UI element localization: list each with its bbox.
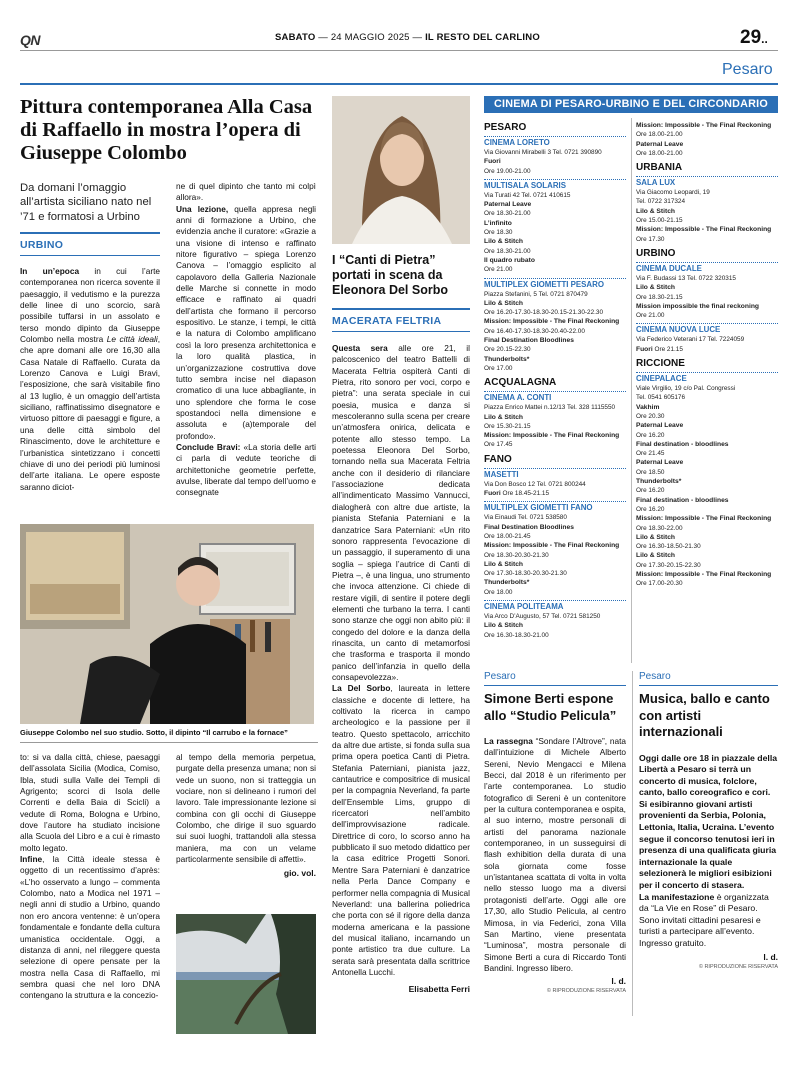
showtime-line [636,403,778,412]
box-paragraph: La manifestazione è organizzata da “La Vie en Rose” di Pesaro. Sono invitati cittadini pesaresi e turisti a partecipare all’evento. Ingresso gratuito. [639,891,769,948]
cinema-address: Viale Virgilio, 19 c/o Pal. Congressi [636,385,736,393]
showtime-line [636,345,778,354]
middle-paragraph: La Del Sorbo, laureata in lettere classiche e docente di lettere, ha coltivato la ricerca in campo archeologico e la passione per il teatro. Questo spettacolo, arricchito da altre due artiste, si fonda sulla sua prima opera poetica Canti di Pietra. Stefania Paterniani, pianista jazz, cantautrice e compositrice di musical per la compagnia Neverland, fa parte dell’Ensemble Lims, gruppo di ricercatori nell’ambito dell’improvvisazione radicale. Direttrice di coro, lo scorso anno ha pubblicato il suo metodo didattico per la casa editrice Progetti Sonori. Mentre Sara Paterniani è danzatrice nella Perla Dance Company e performer nella compagnia di Musical Neverland: una ballerina poliedrica che porta con sé il rigore della danza moderna americana e la passione del musical italiano, incarnando un ponte artistico tra due culture. La serata sarà presentata dalla scrittrice Antonella Lucchi. [332,683,470,977]
music-event-box [639,671,778,970]
film-title: L’infinito [484,219,512,227]
film-title: Paternal Leave [636,459,684,467]
showtimes: Ore 21.15 [652,345,683,353]
cinema-details [636,384,778,589]
film-title: Fuori [636,345,653,353]
showtimes: Ore 17.00-20.30 [636,580,683,588]
showtimes: Ore 18.30-20.30-21.30 [484,551,549,559]
cinema-address: Piazza Enrico Mattei n.12/13 Tel. 328 1115550 [484,404,616,412]
film-title: Lilo & Stitch [636,533,676,541]
middle-kicker-block [332,308,470,332]
showtimes: Ore 18.30-21.00 [484,247,531,255]
showtime-line [636,311,778,320]
cinema-details [636,335,778,354]
folio-date: 24 MAGGIO 2025 [330,32,410,43]
film-title: Fuori [484,158,501,166]
showtimes: Ore 18.30 [484,229,513,237]
showtimes: Ore 21.00 [636,312,665,320]
cinema-city-heading: PESARO [484,122,527,133]
showtime-line [484,256,626,265]
film-title: Vakhim [636,403,660,411]
film-title: Fuori [484,490,501,498]
showtimes: Ore 18.30-22.00 [636,524,683,532]
section-title: Pesaro [722,61,773,78]
showtime-line [484,541,626,560]
middle-signature: Elisabetta Ferri [408,984,470,995]
cinema-address: Via Don Bosco 12 Tel. 0721 800244 [484,480,586,488]
showtime-line [484,265,626,274]
showtime-line [484,308,626,317]
cinema-name: CINEMA A. CONTI [484,393,552,403]
showtimes: Ore 17.30-20.15-22.30 [636,561,701,569]
folio-dash-2: — [412,32,423,43]
showtime-line [484,355,626,364]
box-rule [484,685,626,686]
showtime-line [636,496,778,505]
cinema-listing [636,176,778,244]
cinema-listing [636,121,778,158]
showtime-line [636,225,778,244]
showtimes: Ore 18.50 [636,468,665,476]
showtime-line [484,209,626,218]
showtime-line [636,431,778,440]
cinema-listing [636,262,778,320]
showtimes: Ore 16.30-18.30-21.00 [484,631,549,639]
showtime-line [636,283,778,292]
cinema-listings-title: CINEMA DI PESARO-URBINO E DEL CIRCONDARIO [484,96,778,113]
showtime-line [484,523,626,532]
showtimes: Ore 15.00-21.15 [636,217,683,225]
showtimes: Ore 17.45 [484,441,513,449]
showtime-line [484,621,626,630]
main-paragraph: Una lezione, quella appresa negli anni di formazione a Urbino, che evidenzia anche il curatore: «Grazie a una visione di intenso e raffinato nitore figurativo – spiega Lorenzo Canova – l’omaggio esplicito al capolavoro della Galleria Nazionale delle Marche si connette in modo efficace e raffinato ai quadri dell’artista che formano il percorso espositivo. Le stanze, i tempi, le città e la natura di Colombo amplificano così la loro presenza architettonica e la loro qualità plastica, in un’organizzazione costruttiva dove tutto sembra incise nel diapason cromatico di una luce abbagliante, in uno splendore che forma le cose spostandoci nella dimensione e assoluta e (a)temporale del profondo». [176,203,316,441]
cinema-name: CINEMA LORETO [484,138,550,147]
copyright-notice: © RIPRODUZIONE RISERVATA [698,963,778,970]
showtimes: Ore 16.20 [636,505,665,513]
box-headline: Simone Berti espone allo “Studio Pelicula” [484,691,617,723]
showtime-line [484,157,626,166]
author-portrait-photo [332,96,470,244]
showtime-line [636,570,778,589]
showtime-line [636,505,778,514]
cinema-column-divider [631,118,632,663]
cinema-address: Piazza Stefanini, 5 Tel. 0721 870479 [484,290,588,298]
showtime-line [484,219,626,228]
box-divider [632,671,633,1016]
film-title: Final Destination Bloodlines [484,523,574,531]
cinema-name: CINEMA NUOVA LUCE [636,325,721,335]
showtime-line [484,247,626,256]
showtime-line [484,364,626,373]
showtimes: Ore 18.00-21.00 [636,149,683,157]
box-headline: Musica, ballo e canto con artisti internazionali [639,691,770,739]
film-title: Mission: Impossible - The Final Reckoning [636,515,772,523]
showtime-line [484,560,626,569]
main-kicker: URBINO [20,238,64,251]
showtime-line [484,631,626,640]
cinema-address: Tel. 0722 317324 [636,198,686,206]
cinema-listing [484,501,626,597]
showtime-line [636,149,778,158]
cinema-details [636,121,778,158]
cinema-details [484,480,626,499]
film-title: Lilo & Stitch [484,622,524,630]
showtime-line [484,336,626,345]
showtime-line [484,431,626,450]
showtimes: Ore 16.20-17.30-18.30-20.15-21.30-22.30 [484,309,604,317]
cinema-name: SALA LUX [636,178,676,188]
header-rule [20,50,778,51]
section-rule [20,83,778,85]
box-rule [639,685,778,686]
cinema-details [484,148,626,176]
copyright-notice: © RIPRODUZIONE RISERVATA [546,988,626,995]
main-column-2 [176,181,316,499]
film-title: Lilo & Stitch [484,560,524,568]
showtime-line [484,237,626,246]
showtime-line [636,412,778,421]
simone-berti-box [484,671,626,994]
main-signature: gio. vol. [283,868,316,879]
cinema-details [484,290,626,374]
film-title: Paternal Leave [484,201,532,209]
showtime-line [636,486,778,495]
cinema-listing [636,323,778,354]
showtime-line [484,588,626,597]
artist-studio-photo [20,524,314,724]
main-paragraph: Conclude Bravi: «La storia delle arti ci parla di vedute teoriche di architettoniche geometrie perfette, avulse, liberate dal tempo dell’uomo e consegnate [176,441,316,498]
showtime-line [484,489,626,498]
middle-kicker: MACERATA FELTRIA [332,314,442,327]
cinema-column-left [484,118,626,640]
film-title: Lilo & Stitch [484,299,524,307]
showtime-line [636,551,778,560]
showtimes: Ore 18.30-21.00 [484,210,531,218]
cinema-address: Via Federico Veterani 17 Tel. 7224059 [636,336,745,344]
film-title: Mission: Impossible - The Final Reckoning [636,226,772,234]
showtime-line [636,477,778,486]
box-signature: l. d. [763,951,778,962]
showtime-line [636,449,778,458]
showtime-line [636,140,778,149]
box-signature: l. d. [611,976,626,987]
folio-dash: — [318,32,328,43]
middle-headline: I “Canti di Pietra” portati in scena da Eleonora Del Sorbo [332,253,448,297]
showtimes: Ore 21.00 [484,266,513,274]
showtime-line [484,299,626,308]
main-paragraph: al tempo della memoria perpetua, purgate della presenza umana; non si vede un suono, non si tratteggia un vociare, non si delineano i rumori del lavoro. Tale impressionante lezione si combina con gli occhi di Giuseppe Colombo, che dirige il suo sguardo sui suoi luoghi, trattandoli alla stessa maniera, ma con un velame particolarmente sensibile di affetti». [176,752,316,865]
cinema-address: Via Einaudi Tel. 0721 538580 [484,514,567,522]
cinema-listing [484,278,626,374]
box-section-label: Pesaro [484,671,516,682]
showtime-line [484,532,626,541]
cinema-address: Tel. 0541 605176 [636,394,686,402]
showtimes: Ore 19.00-21.00 [484,167,531,175]
showtimes: Ore 20.15-22.30 [484,346,531,354]
film-title: Paternal Leave [636,422,684,430]
showtime-line [484,167,626,176]
newspaper-logo: QN [20,32,40,48]
main-headline: Pittura contemporanea Alla Casa di Raffaello in mostra l’opera di Giuseppe Colombo [20,96,313,164]
showtime-line [636,533,778,542]
cinema-name: MASETTI [484,469,519,479]
middle-column [332,343,470,994]
painting-illustration [176,914,316,1034]
film-title: Final destination - bloodlines [636,496,729,504]
kicker-rule [332,308,470,310]
caption-rule [20,742,318,743]
cinema-city-heading: ACQUALAGNA [484,377,557,389]
cinema-city-heading: FANO [484,453,512,465]
main-paragraph: ne di quel dipinto che tanto mi colpì allora». [176,181,316,203]
folio-day: SABATO [275,32,316,43]
showtimes: Ore 16.40-17.30-18.30-20.40-22.00 [484,327,585,335]
film-title: Mission: Impossible - The Final Reckoning [636,122,772,129]
middle-paragraph: Questa sera alle ore 21, il palcoscenico del teatro Battelli di Macerata Feltria ospiterà Canti di Pietra, rito sonoro per voci, corpo e pietra”: una serata speciale in cui poesia, musica e danza si mescoleranno sulla scena per creare un’atmosfera onirica, delicata e potente allo stesso tempo. La poetessa Eleonora Del Sorbo, tornando nella sua Macerata Feltria anche con il desiderio di rilanciare l’associazione dedicata all’indimenticato Massimo Vannucci, dialogherà con altre due artiste, la pianista Stefania Paterniani e la danzatrice Sara Paterniani: «Un rito sonoro rappresenta l’evocazione di un passaggio, il superamento di una soglia – spiega l’autrice di Canti di Pietra –, è una lingua, uno strumento che invoca attenzione. Ci chiede di restare vigili, di sentire il potere degli elementi che turbano la terra. I canti sono stanze che oggi non abito più: il congedo del dolore e la danza della rinascita, un canto di metamorfosi che trasforma e trasporta il mondo panico dell’infanzia in quello della consapevolezza». [332,343,470,682]
film-title: Mission impossible the final reckoning [636,302,759,310]
showtime-line [484,345,626,354]
main-kicker-block [20,232,160,256]
cinema-name: MULTIPLEX GIOMETTI FANO [484,503,593,513]
showtime-line [636,561,778,570]
cinema-address: Via Turati 42 Tel. 0721 410615 [484,191,571,199]
showtime-line [484,413,626,422]
cinema-listing [484,136,626,176]
film-title: Mission: Impossible - The Final Reckoning [484,432,620,440]
kicker-rule-bottom [20,255,160,256]
showtimes: Ore 17.30 [636,235,665,243]
artist-photo-illustration [20,524,314,724]
showtime-line [636,293,778,302]
cinema-name: CINEMA DUCALE [636,263,702,273]
main-column-4 [176,752,316,878]
showtime-line [636,514,778,533]
showtime-line [636,458,778,467]
film-title: Mission: Impossible - The Final Reckoning [484,318,620,326]
showtime-line [636,216,778,225]
showtime-line [484,578,626,587]
showtimes: Ore 18.00-21.45 [484,532,531,540]
film-title: Thunderbolts* [484,579,530,587]
cinema-details [636,274,778,320]
cinema-details [484,191,626,275]
photo-caption: Giuseppe Colombo nel suo studio. Sotto, il dipinto “Il carrubo e la fornace” [20,728,288,737]
showtimes: Ore 16.20 [636,487,665,495]
portrait-illustration [332,96,470,244]
film-title: Il quadro rubato [484,256,535,264]
showtime-line [636,421,778,430]
cinema-name: CINEPALACE [636,374,687,384]
film-title: Lilo & Stitch [636,552,676,560]
main-paragraph: Infine, la Città ideale stessa è oggetto di un recentissimo d’après: «L’ho osservato a lungo – commenta Colombo, nato a Modica nel 1971 – negli anni di studio a Urbino, quando non ero ancora ventenne: è un’opera fondamentale e fondante della cultura umanistica occidentale. Oggi, a distanza di anni, nel rileggere questa selezione di opere pensate per la mostra nella Casa di Raffaello, mi sembra quasi che nel loro DNA contengano la struttura e la concezio- [20,854,160,1001]
film-title: Mission: Impossible - The Final Reckoning [636,570,772,578]
showtime-line [484,317,626,336]
box-paragraph: Oggi dalle ore 18 in piazzale della Libertà a Pesaro si terrà un concerto di musica, folclore, canto, ballo coreografico e cori. Si esibiranno giovani artisti provenienti da Serbia, Polonia, Lettonia, Italia, Ucraina. L’evento segue il concorso tenutosi ieri in presenza di una qualificata giuria internazionale la quale selezionerà le migliori esibizioni per il concerto di stasera. [639,752,778,891]
showtime-line [636,121,778,140]
showtime-line [636,440,778,449]
cinema-listing [484,391,626,449]
showtimes: Ore 17.30-18.30-20.30-21.30 [484,570,567,578]
showtime-line [636,207,778,216]
cinema-address: Via Giacomo Leopardi, 19 [636,189,710,197]
main-column-3 [20,752,160,1002]
showtimes: Ore 18.30-21.15 [636,293,683,301]
cinema-name: MULTISALA SOLARIS [484,180,566,190]
cinema-column-right [636,118,778,589]
page-number: 29.. [740,27,768,48]
showtime-line [636,542,778,551]
showtimes: Ore 16.20 [636,431,665,439]
main-paragraph: to: si va dalla città, chiese, paesaggi dell’assolata Sicilia (Modica, Comiso, Ibla, studi sulla Valle dei Templi di Agrigento; scorci di Isola delle Correnti e della Baia di Scicli) a vedute di Roma, Bologna e Urbino, dove l’autore ha studiato incisione alla Scuola del Libro e a cui è rimasto molto legato. [20,752,160,853]
showtimes: Ore 17.00 [484,364,513,372]
showtime-line [484,569,626,578]
main-column-1 [20,266,160,493]
box-paragraph: La rassegna “Sondare l’Altrove”, nata dall’intuizione di Michele Alberto Sereni, Nevio Mengacci e Milena Becci, dal 2018 è un riferimento per l’arte contemporanea. Lo studio fotografico di Sereni è un contenitore per la cultura contemporanea e ospita, al suo interno, mostre personali di artisti del panorama nazionale contemporaneo, in un susseguirsi di flash exhibition della durata di una sola giornata come fosse un’istantanea scattata di volta in volta nello stesso luogo ma a diversi protagonisti dell’arte. Oggi alle ore 17,30, allo Studio Pelicula, al centro Mimosa, in via Federici, zona Villa San Martino, viene presentata “Luminosa”, mostra personale di Simone Berti a cura di Riccardo Tonti Bandini. Ingresso libero. [484,736,626,973]
showtime-line [636,468,778,477]
cinema-city-heading: URBANIA [636,162,683,174]
box-section-label: Pesaro [639,671,671,682]
main-deck: Da domani l’omaggio all’artista siciliano nato nel ’71 e formatosi a Urbino [20,182,152,223]
cinema-city-heading: RICCIONE [636,358,685,370]
film-title: Lilo & Stitch [636,207,676,215]
cinema-city-heading: URBINO [636,247,676,259]
main-paragraph: In un’epoca in cui l’arte contemporanea non ricerca sovente il paesaggio, il vedutismo e la purezza delle linee di uno scorcio, sarà possibile tuffarsi in un assolato e terso mondo dipinto da Giuseppe Colombo nella mostra Le città ideali, che apre domani alle ore 16,30 alla Casa Natale di Raffaello. Curata da Lorenzo Canova e Luigi Bravi, l’esposizione, che sarà visitabile fino al 13 luglio, è un omaggio dell’artista siciliano, raffinatissimo disegnatore e virtuoso pittore di paesaggi e figure, a una delle città simbolo del Rinascimento, dove le architetture e l’urbanistica sintetizzano i concetti chiave di uno dei periodi più luminosi dell’arte italiana. Le opere esposte saranno diciot- [20,266,160,492]
showtimes: Ore 20.30 [636,412,665,420]
showtime-line [484,422,626,431]
showtime-line [636,302,778,311]
film-title: Lilo & Stitch [484,413,524,421]
film-title: Paternal Leave [636,140,684,148]
cinema-details [636,188,778,244]
cinema-listing [484,179,626,275]
cinema-address: Via F. Budassi 13 Tel. 0722 320315 [636,274,736,282]
showtime-line [484,200,626,209]
cinema-listing [636,372,778,589]
showtimes: Ore 18.45-21.15 [500,490,550,498]
showtimes: Ore 15.30-21.15 [484,422,531,430]
cinema-name: CINEMA POLITEAMA [484,601,564,611]
film-title: Thunderbolts* [636,478,682,486]
kicker-rule [20,232,160,234]
film-title: Mission: Impossible - The Final Reckoning [484,542,620,550]
cinema-listing [484,468,626,499]
kicker-rule-bottom [332,331,470,332]
showtimes: Ore 18.00 [484,588,513,596]
film-title: Thunderbolts* [484,355,530,363]
painting-photo [176,914,316,1034]
cinema-details [484,513,626,597]
cinema-details [484,612,626,640]
showtimes: Ore 21.45 [636,450,665,458]
cinema-name: MULTIPLEX GIOMETTI PESARO [484,279,604,289]
cinema-address: Via Giovanni Mirabelli 3 Tel. 0721 390890 [484,149,602,156]
folio-paper-name: IL RESTO DEL CARLINO [425,32,540,43]
folio-line [275,32,540,43]
showtimes: Ore 16.30-18.50-21.30 [636,543,701,551]
cinema-listing [484,600,626,640]
cinema-address: Via Arco D’Augusto, 57 Tel. 0721 581250 [484,612,601,620]
showtimes: Ore 18.00-21.00 [636,131,683,139]
film-title: Final destination - bloodlines [636,440,729,448]
film-title: Lilo & Stitch [636,284,676,292]
film-title: Final Destination Bloodlines [484,337,574,345]
cinema-details [484,403,626,449]
film-title: Lilo & Stitch [484,238,524,246]
showtime-line [484,228,626,237]
